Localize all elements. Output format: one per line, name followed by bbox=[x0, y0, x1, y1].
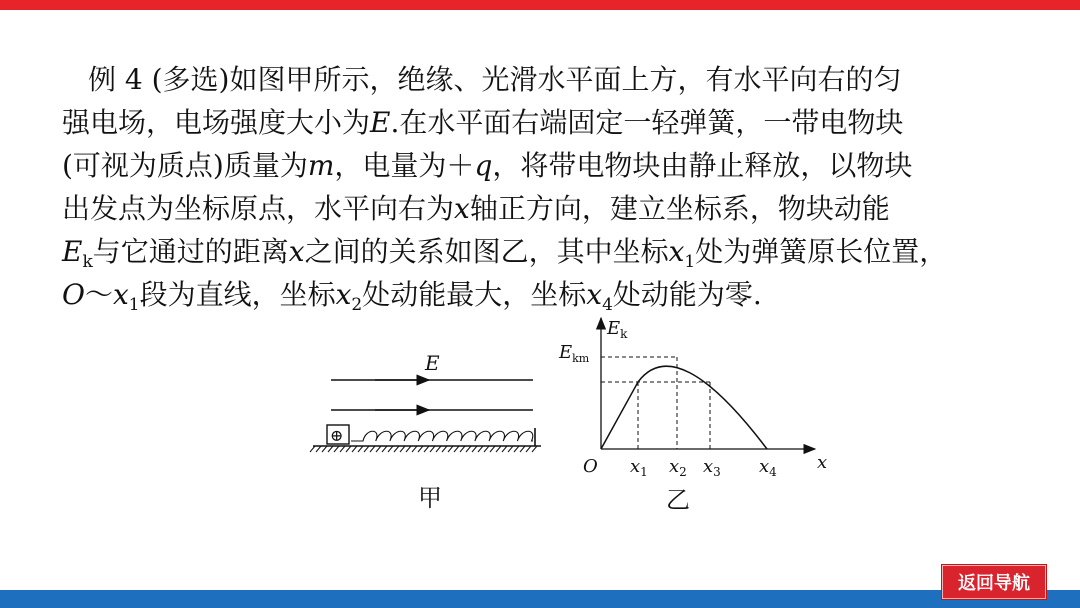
figure-yi bbox=[555, 312, 845, 482]
x-axis-label: x bbox=[817, 452, 828, 473]
figure-jia bbox=[305, 340, 545, 460]
spring bbox=[351, 431, 533, 441]
ek-curve bbox=[601, 366, 767, 449]
x4-tick-label: $x_4$ bbox=[759, 456, 777, 479]
problem-line-1: 例 4 (多选)如图甲所示，绝缘、光滑水平面上方，有水平向右的匀 bbox=[88, 63, 902, 96]
ekm-label: $E_{km}$ bbox=[559, 342, 590, 365]
x3-tick-label: $x_3$ bbox=[703, 456, 721, 479]
top-accent-bar bbox=[0, 0, 1080, 10]
problem-line-4: 出发点为坐标原点，水平向右为x轴正方向，建立坐标系，物块动能 bbox=[62, 192, 890, 225]
plus-charge-icon: ⊕ bbox=[330, 426, 344, 445]
origin-label: O bbox=[583, 456, 598, 477]
figure-jia-caption: 甲 bbox=[418, 484, 442, 512]
problem-line-5: $E_k$与它通过的距离x之间的关系如图乙，其中坐标$x_1$处为弹簧原长位置， bbox=[62, 235, 948, 272]
ground-hatch bbox=[310, 446, 537, 452]
bottom-accent-bar bbox=[0, 590, 1080, 608]
field-label: E bbox=[425, 351, 440, 375]
x2-tick-label: $x_2$ bbox=[669, 456, 687, 479]
problem-text bbox=[62, 58, 1022, 316]
y-axis-label: $E_k$ bbox=[607, 318, 628, 341]
figure-yi-caption: 乙 bbox=[666, 486, 690, 514]
problem-line-6: $O\sim x_1$段为直线，坐标$x_2$处动能最大，坐标$x_4$处动能为零. bbox=[62, 278, 762, 315]
problem-line-2: 强电场，电场强度大小为E.在水平面右端固定一轻弹簧，一带电物块 bbox=[62, 106, 904, 139]
x1-tick-label: $x_1$ bbox=[630, 456, 648, 479]
back-to-nav-button[interactable]: 返回导航 bbox=[942, 565, 1046, 599]
problem-line-3: (可视为质点)质量为m，电量为＋q，将带电物块由静止释放，以物块 bbox=[62, 149, 913, 182]
